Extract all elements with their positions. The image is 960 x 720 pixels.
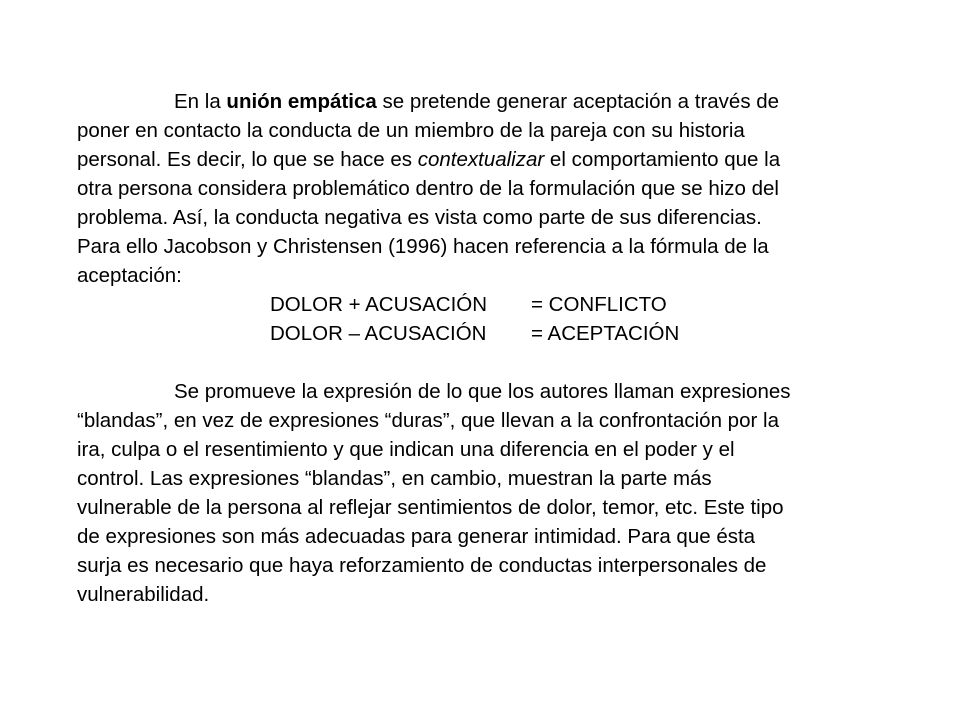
paragraph1-line-3 xyxy=(77,145,780,174)
paragraph2-line-8: vulnerabilidad. xyxy=(77,583,210,606)
paragraph2-line-5: vulnerable de la persona al reflejar sentimientos de dolor, temor, etc. Este tipo xyxy=(77,496,784,519)
formula-acceptance-lhs: DOLOR – ACUSACIÓN xyxy=(270,322,487,345)
text-run: el comportamiento que la xyxy=(544,148,781,171)
paragraph1-line-2: poner en contacto la conducta de un miembro de la pareja con su historia xyxy=(77,119,745,142)
formula-conflict-lhs: DOLOR + ACUSACIÓN xyxy=(270,293,488,316)
text-run: personal. Es decir, lo que se hace es xyxy=(77,148,418,171)
paragraph1-line-5: problema. Así, la conducta negativa es vista como parte de sus diferencias. xyxy=(77,206,762,229)
paragraph2-line-1: Se promueve la expresión de lo que los autores llaman expresiones xyxy=(174,380,791,403)
formula-conflict-rhs: = CONFLICTO xyxy=(531,293,667,316)
formula-acceptance-rhs: = ACEPTACIÓN xyxy=(531,322,680,345)
paragraph1-line-6: Para ello Jacobson y Christensen (1996) hacen referencia a la fórmula de la xyxy=(77,235,769,258)
paragraph2-line-4: control. Las expresiones “blandas”, en cambio, muestran la parte más xyxy=(77,467,712,490)
paragraph2-line-2: “blandas”, en vez de expresiones “duras”, que llevan a la confrontación por la xyxy=(77,409,779,432)
bold-term: unión empática xyxy=(226,90,377,113)
text-run: En la xyxy=(174,90,227,113)
paragraph2-line-6: de expresiones son más adecuadas para generar intimidad. Para que ésta xyxy=(77,525,756,548)
paragraph2-line-3: ira, culpa o el resentimiento y que indican una diferencia en el poder y el xyxy=(77,438,735,461)
paragraph1-line-4: otra persona considera problemático dentro de la formulación que se hizo del xyxy=(77,177,779,200)
paragraph1-line-7: aceptación: xyxy=(77,264,182,287)
text-run: se pretende generar aceptación a través de xyxy=(376,90,780,113)
paragraph1-line-1 xyxy=(174,87,779,116)
italic-term: contextualizar xyxy=(417,148,545,171)
paragraph2-line-7: surja es necesario que haya reforzamiento de conductas interpersonales de xyxy=(77,554,767,577)
